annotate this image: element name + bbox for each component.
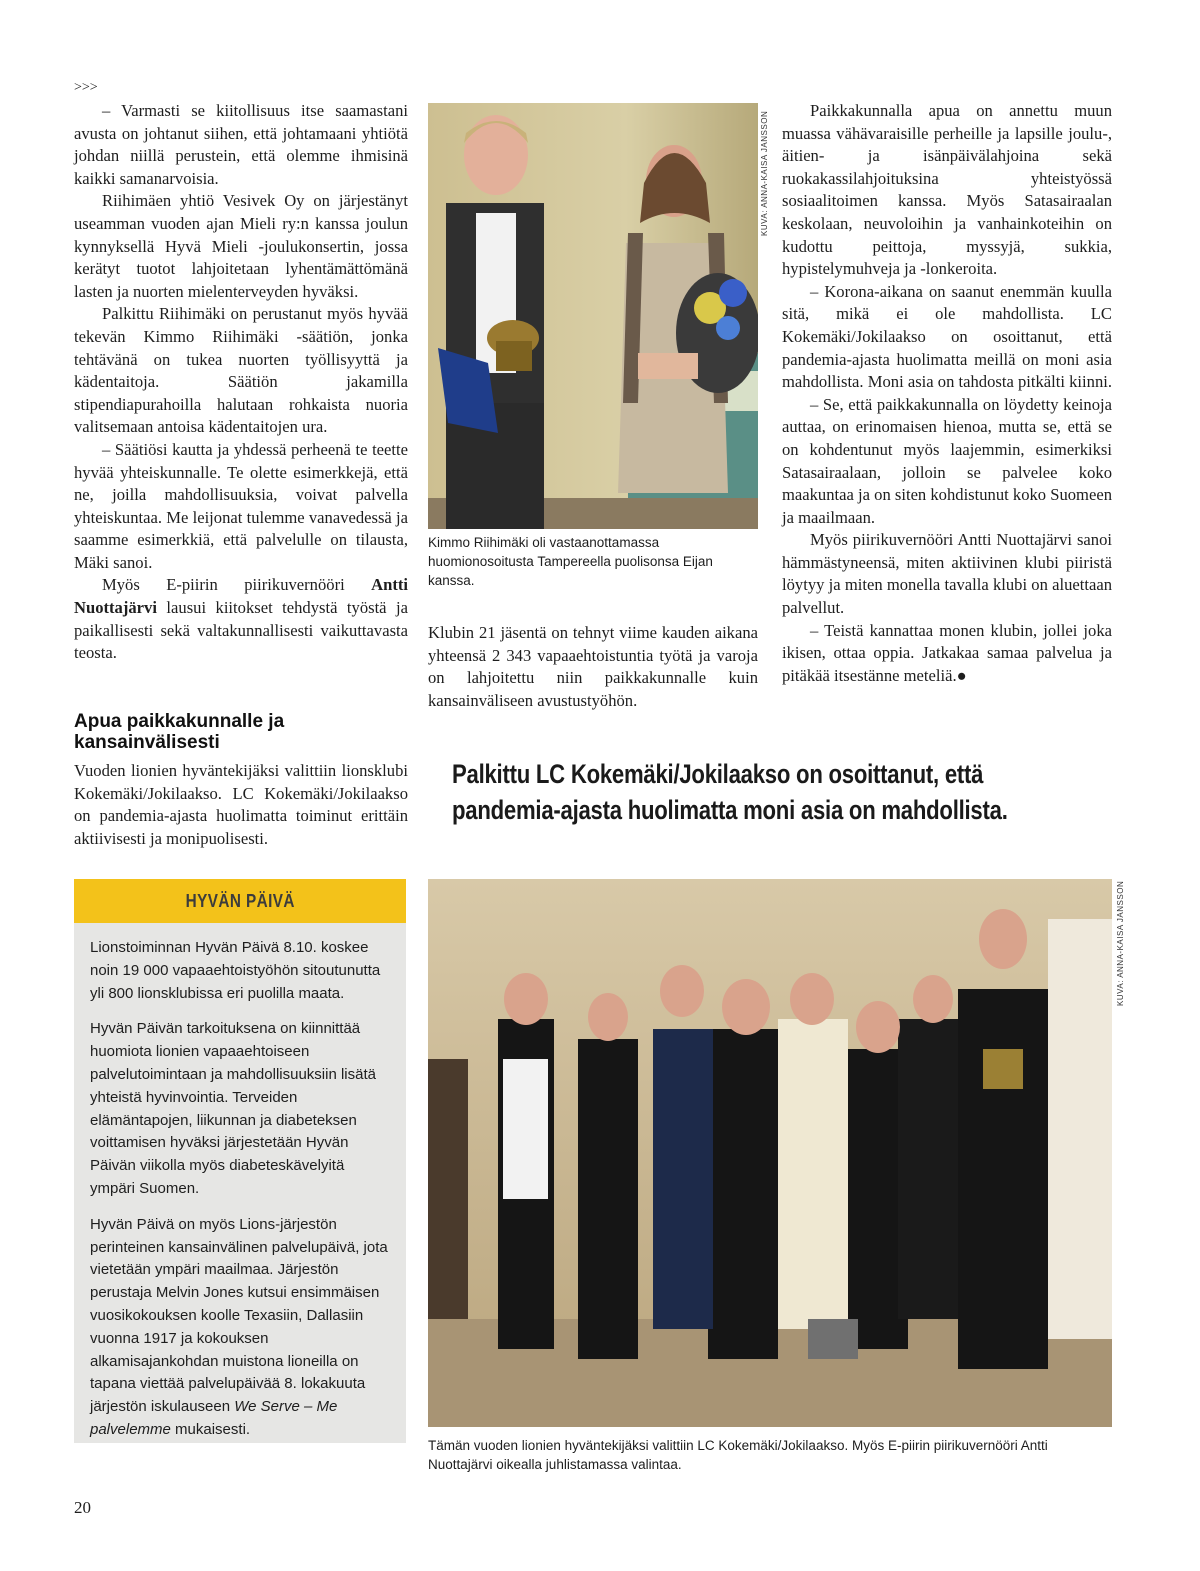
paragraph: – Korona-aikana on saanut enemmän kuulla sitä, mikä ei ole mahdollista. LC Kokemäki/Jokilaakso on osoittanut, että pandemia-ajasta huolimatta meillä on moni asia mahdollista. Moni asia on tahdosta pitkälti kiinni. — [782, 281, 1112, 392]
paragraph: – Teistä kannattaa monen klubin, jollei joka ikisen, ottaa oppia. Jatkakaa samaa palvelua ja pitäkää itsestänne meteliä.● — [782, 620, 1112, 685]
slogan: We Serve – Me palvelemme — [90, 1398, 338, 1438]
paragraph — [74, 574, 408, 664]
photo-group-club-image — [428, 879, 1112, 1427]
paragraph: – Se, että paikkakunnalla on löydetty keinoja auttaa, on erinomaisen hienoa, mutta se, että se on kohdentunut myös laajemmin, esimerkiksi Satasairaalaan, jolloin se palvelee koko maakuntaa ja on siten kohdistunut koko Suomeen ja maailmaan. — [782, 394, 1112, 527]
text-run: Myös E-piirin piirikuvernööri — [102, 575, 372, 595]
subheading: Apua paikkakunnalle ja kansainvälisesti — [74, 711, 285, 753]
person-name: Antti Nuottajärvi — [74, 575, 408, 618]
sidebar-box — [74, 879, 406, 1443]
pull-quote — [452, 756, 1026, 828]
sidebar-paragraph — [90, 1214, 390, 1442]
text-run: mukaisesti. — [170, 1420, 251, 1438]
photo-group-club — [428, 879, 1112, 1427]
paragraph: – Varmasti se kiitollisuus itse saamastani avusta on johtanut siihen, että johtamaani yhtiötä johdan niillä perustein, että olemme ihmisinä kaikki samanarvoisia. — [74, 101, 408, 188]
article-column-2 — [428, 622, 758, 712]
paragraph: Klubin 21 jäsentä on tehnyt viime kauden aikana yhteensä 2 343 vapaaehtoistuntia työtä ja varoja on lahjoitettu niin paikkakunnalle kuin kansainväliseen avustustyöhön. — [428, 623, 758, 710]
photo-couple-award — [428, 103, 758, 529]
photo-caption: Tämän vuoden lionien hyväntekijäksi valittiin LC Kokemäki/Jokilaakso. Myös E-piirin piirikuvernööri Antti Nuottajärvi oikealla juhlistamassa valintaa. — [428, 1438, 1048, 1472]
pull-quote-line: pandemia-ajasta huolimatta moni asia on mahdollista. — [452, 795, 1008, 825]
paragraph: Myös piirikuvernööri Antti Nuottajärvi sanoi hämmästyneensä, miten aktiivinen klubi piiristä löytyy ja miten monella tavalla klubi on aluettaan palvellut. — [782, 530, 1112, 618]
continuation-marker: >>> — [74, 80, 98, 95]
sidebar-paragraph: Hyvän Päivän tarkoituksena on kiinnittää huomiota lionien vapaaehtoiseen palvelutoimintaan ja mahdollisuuksiin lisätä yhteistä hyvinvointia. Terveiden elämäntapojen, liikunnan ja diabeteksen voittamisen hyväksi järjestetään Hyvän Päivän viikolla myös diabeteskävelyitä ympäri Suomen. — [90, 1020, 376, 1197]
photo-couple-award-image — [428, 103, 758, 529]
photo-credit: KUVA: ANNA-KAISA JANSSON — [1116, 880, 1125, 1006]
paragraph: – Säätiösi kautta ja yhdessä perheenä te teette hyvää yhteiskunnalle. Te olette esimerkkejä, että ne, joilla mahdollisuuksia, voivat palvella yhteiskuntaa. Me leijonat tulemme vanavedessä ja saamme esimerkkiä, että palvelulle on tilausta, Mäki sanoi. — [74, 439, 408, 572]
paragraph: Riihimäen yhtiö Vesivek Oy on järjestänyt useamman vuoden ajan Mieli ry:n kanssa joulun kynnyksellä Hyvä Mieli -joulukonsertin, jossa kerätyt tuotot lahjoitetaan lyhentämättömänä lasten ja nuorten mielenterveyden hyväksi. — [74, 191, 408, 301]
article-column-3 — [782, 100, 1112, 687]
sidebar-title: HYVÄN PÄIVÄ — [185, 890, 295, 911]
sidebar-body — [90, 937, 390, 1455]
text-run: lausui kiitokset tehdystä työstä ja paikallisesti sekä valtakunnallisesti vaikuttavasta teosta. — [74, 598, 408, 663]
paragraph: Palkittu Riihimäki on perustanut myös hyvää tekevän Kimmo Riihimäki -säätiön, jonka tehtävänä on tukea nuorten työllisyyttä ja kädentaitoja. Säätiön jakamilla stipendiapurahoilla halutaan rohkaista nuoria valitsemaan antoisa kädentaitojen ura. — [74, 304, 408, 437]
sidebar-header — [74, 879, 406, 923]
text-run: Hyvän Päivä on myös Lions-järjestön perinteinen kansainvälinen palvelupäivä, jota vietetään ympäri maailmaa. Järjestön perustaja Melvin Jones kutsui ensimmäisen vuosikokouksen koolle Texasiin, Dallasiin vuonna 1917 ja kokouksen alkamisajankohdan muistona lioneilla on tapana viettää palvelupäivää 8. lokakuuta järjestön iskulauseen — [90, 1215, 388, 1416]
page-number: 20 — [74, 1498, 91, 1517]
article-column-1 — [74, 100, 408, 665]
pull-quote-line: Palkittu LC Kokemäki/Jokilaakso on osoittanut, että — [452, 759, 984, 789]
section-intro: Vuoden lionien hyväntekijäksi valittiin lionsklubi Kokemäki/Jokilaakso. LC Kokemäki/Jokilaakso on pandemia-ajasta huolimatta toiminut erittäin aktiivisesti ja monipuolisesti. — [74, 761, 408, 848]
photo-caption: Kimmo Riihimäki oli vastaanottamassa huomionosoitusta Tampereella puolisonsa Eijan kanssa. — [428, 535, 713, 588]
photo-credit: KUVA: ANNA-KAISA JANSSON — [760, 110, 769, 236]
sidebar-paragraph: Lionstoiminnan Hyvän Päivä 8.10. koskee noin 19 000 vapaaehtoistyöhön sitoutunutta yli 800 lionsklubissa eri puolilla maata. — [90, 939, 381, 1002]
paragraph: Paikkakunnalla apua on annettu muun muassa vähävaraisille perheille ja lapsille joulu-, äitien- ja isänpäivälahjoina sekä ruokakassilahjoituksina yhteistyössä sosiaalitoimen kanssa. Myös Satasairaalan keskolaan, neuvoloihin ja vanhainkoteihin on kudottu peittoja, myssyjä, sukkia, hypistelymuhveja ja -lonkeroita. — [782, 101, 1112, 279]
